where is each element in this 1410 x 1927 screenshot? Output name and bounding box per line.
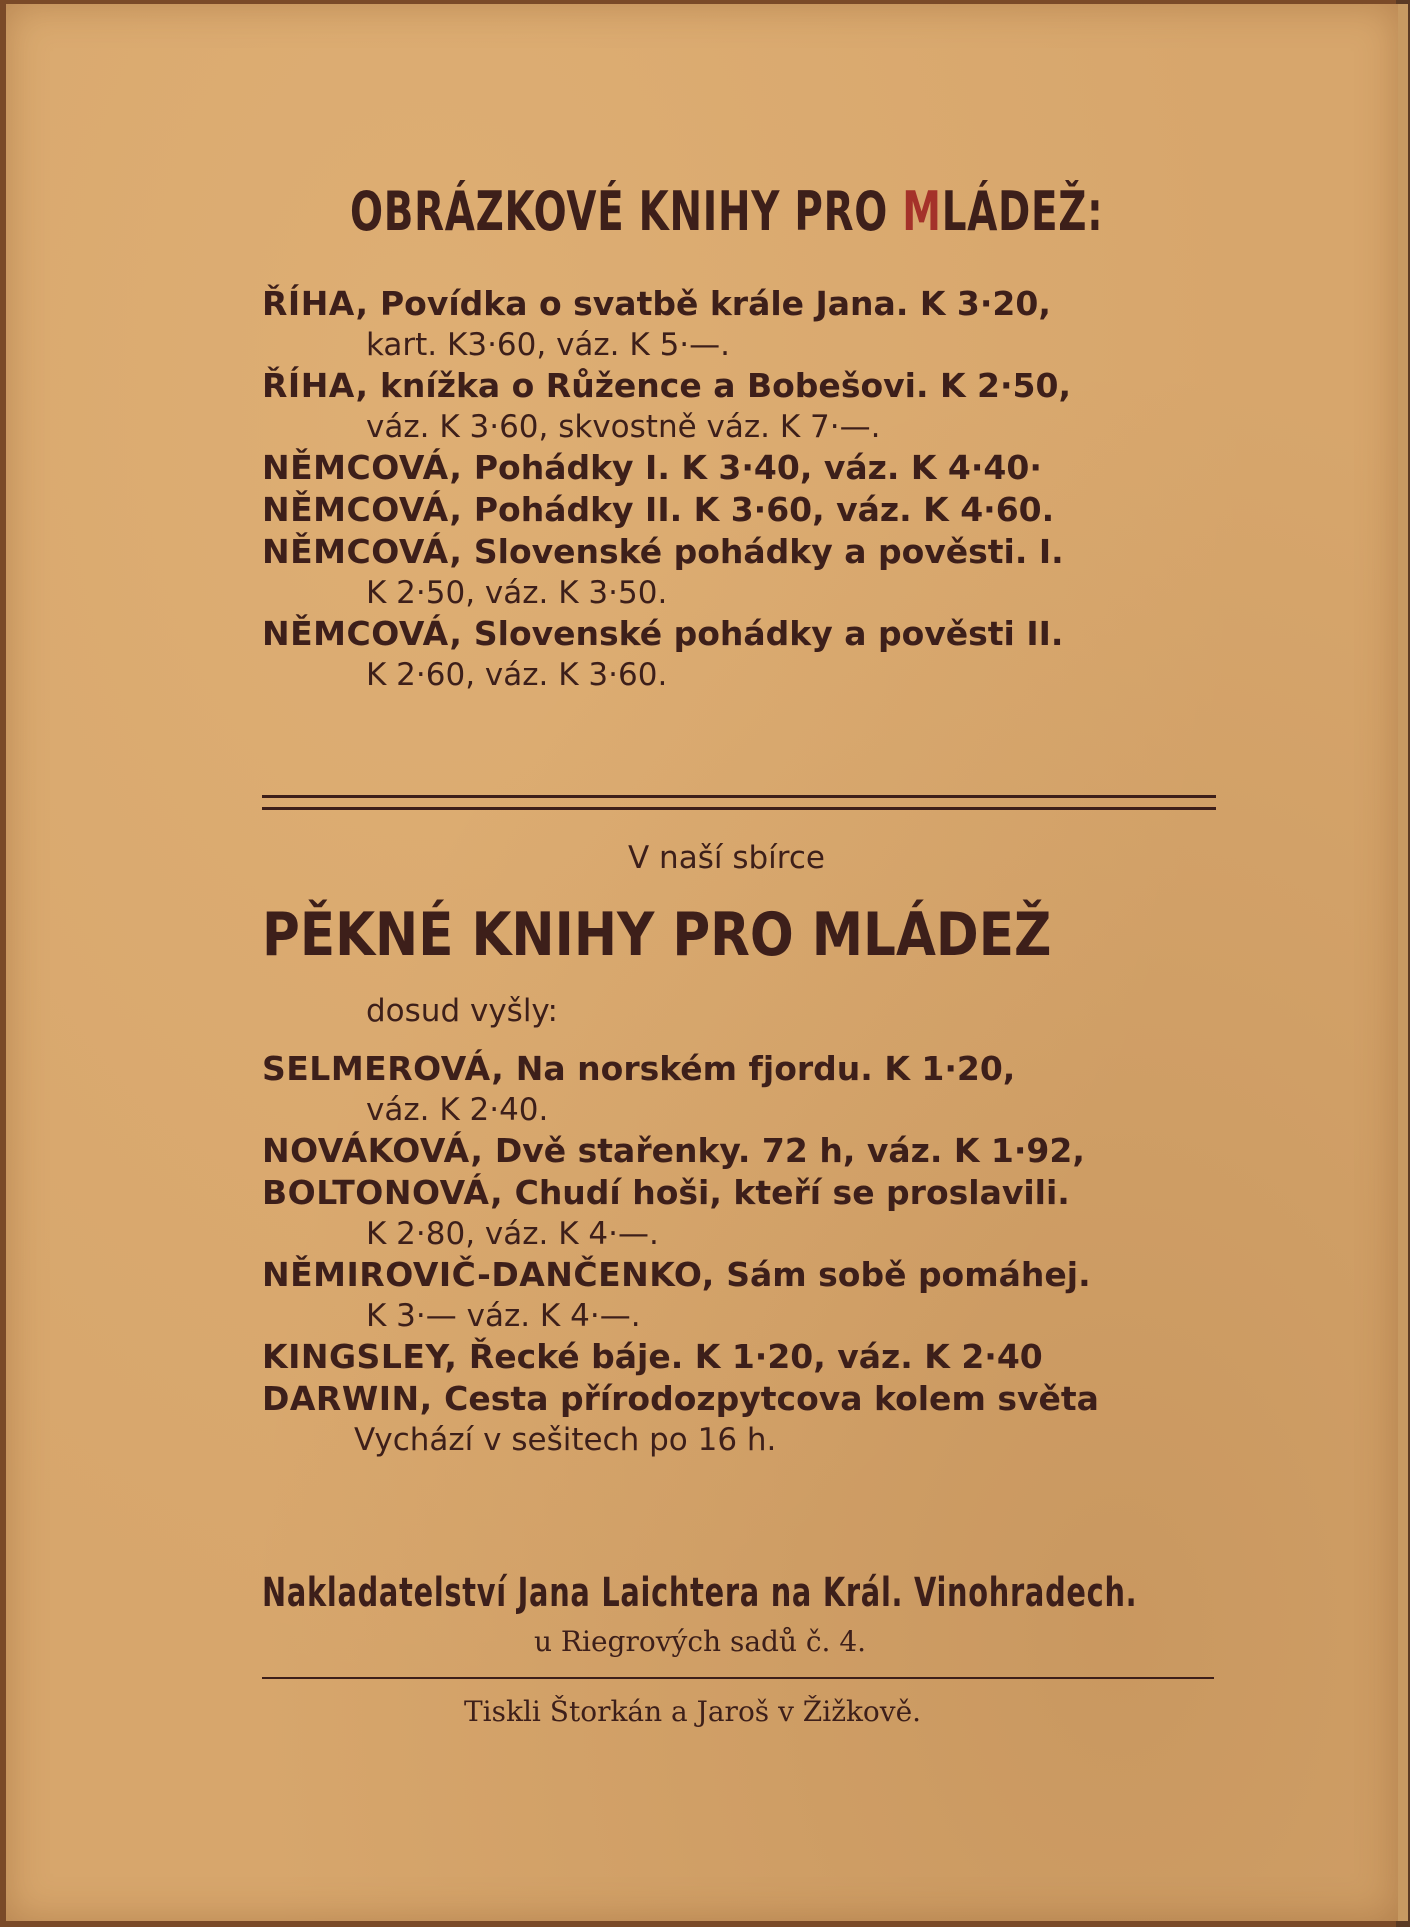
list-item <box>262 531 1222 573</box>
entry-title: Na norském fjordu. K 1·20, <box>504 1049 1016 1088</box>
list-item <box>262 1172 1222 1214</box>
printer-credit: Tiskli Štorkán a Jaroš v Žižkově. <box>464 1695 922 1728</box>
section2-intro: V naší sbírce <box>628 840 825 876</box>
divider <box>262 1677 1214 1679</box>
entry-title: Cesta přírodozpytcova kolem světa <box>432 1379 1099 1418</box>
list-item <box>262 1378 1222 1420</box>
list-item <box>262 1254 1222 1296</box>
entry-price: Vychází v sešitech po 16 h. <box>354 1422 777 1458</box>
list-item <box>262 365 1222 407</box>
publisher-address: u Riegrových sadů č. 4. <box>534 1625 867 1658</box>
section1-heading-main: OBRÁZKOVÉ KNIHY PRO <box>350 180 903 243</box>
entry-author: DARWIN, <box>262 1379 433 1418</box>
entry-title: Dvě stařenky. 72 h, váz. K 1·92, <box>483 1131 1085 1170</box>
entry-title: Slovenské pohádky a pověsti II. <box>462 614 1064 653</box>
entry-title: Chudí hoši, kteří se proslavili. <box>503 1173 1070 1212</box>
entry-author: SELMEROVÁ, <box>262 1049 505 1088</box>
section2-subintro: dosud vyšly: <box>366 993 558 1029</box>
section2-list <box>262 1048 1222 1460</box>
entry-author: ŘÍHA, <box>262 284 369 323</box>
entry-price: K 2·50, váz. K 3·50. <box>366 575 668 611</box>
list-item <box>262 489 1222 531</box>
section1-list <box>262 283 1222 695</box>
section2-heading: PĚKNÉ KNIHY PRO MLÁDEŽ <box>262 900 1052 970</box>
entry-price: K 2·60, váz. K 3·60. <box>366 657 668 693</box>
entry-author: KINGSLEY, <box>262 1337 458 1376</box>
entry-price: váz. K 3·60, skvostně váz. K 7·—. <box>366 409 881 445</box>
entry-author: NĚMCOVÁ, <box>262 614 463 653</box>
entry-price: K 2·80, váz. K 4·—. <box>366 1216 659 1252</box>
entry-title: Sám sobě pomáhej. <box>714 1255 1091 1294</box>
section1-heading-red-letter: M <box>902 180 942 243</box>
section1-heading <box>350 180 1103 243</box>
entry-author: NĚMIROVIČ-DANČENKO, <box>262 1255 715 1294</box>
list-item <box>262 1048 1222 1090</box>
entry-title: Slovenské pohádky a pověsti. I. <box>462 532 1064 571</box>
list-item <box>262 447 1222 489</box>
entry-price: váz. K 2·40. <box>366 1092 549 1128</box>
entry-author: NĚMCOVÁ, <box>262 448 463 487</box>
double-divider <box>262 795 1216 810</box>
entry-title: Řecké báje. K 1·20, váz. K 2·40 <box>457 1337 1043 1376</box>
list-item <box>262 613 1222 655</box>
entry-author: NĚMCOVÁ, <box>262 532 463 571</box>
list-item <box>262 283 1222 325</box>
entry-title: knížka o Růžence a Bobešovi. K 2·50, <box>368 366 1071 405</box>
entry-title: Pohádky I. K 3·40, váz. K 4·40· <box>462 448 1042 487</box>
section1-heading-tail: LÁDEŽ: <box>941 180 1104 243</box>
entry-price: kart. K3·60, váz. K 5·—. <box>366 327 731 363</box>
entry-author: NĚMCOVÁ, <box>262 490 463 529</box>
entry-author: NOVÁKOVÁ, <box>262 1131 484 1170</box>
list-item <box>262 1130 1222 1172</box>
list-item <box>262 1336 1222 1378</box>
entry-author: ŘÍHA, <box>262 366 369 405</box>
entry-title: Pohádky II. K 3·60, váz. K 4·60. <box>462 490 1055 529</box>
publisher-name: Nakladatelství Jana Laichtera na Král. Vinohradech. <box>262 1570 1138 1616</box>
entry-author: BOLTONOVÁ, <box>262 1173 504 1212</box>
entry-title: Povídka o svatbě krále Jana. K 3·20, <box>368 284 1051 323</box>
entry-price: K 3·— váz. K 4·—. <box>366 1298 641 1334</box>
